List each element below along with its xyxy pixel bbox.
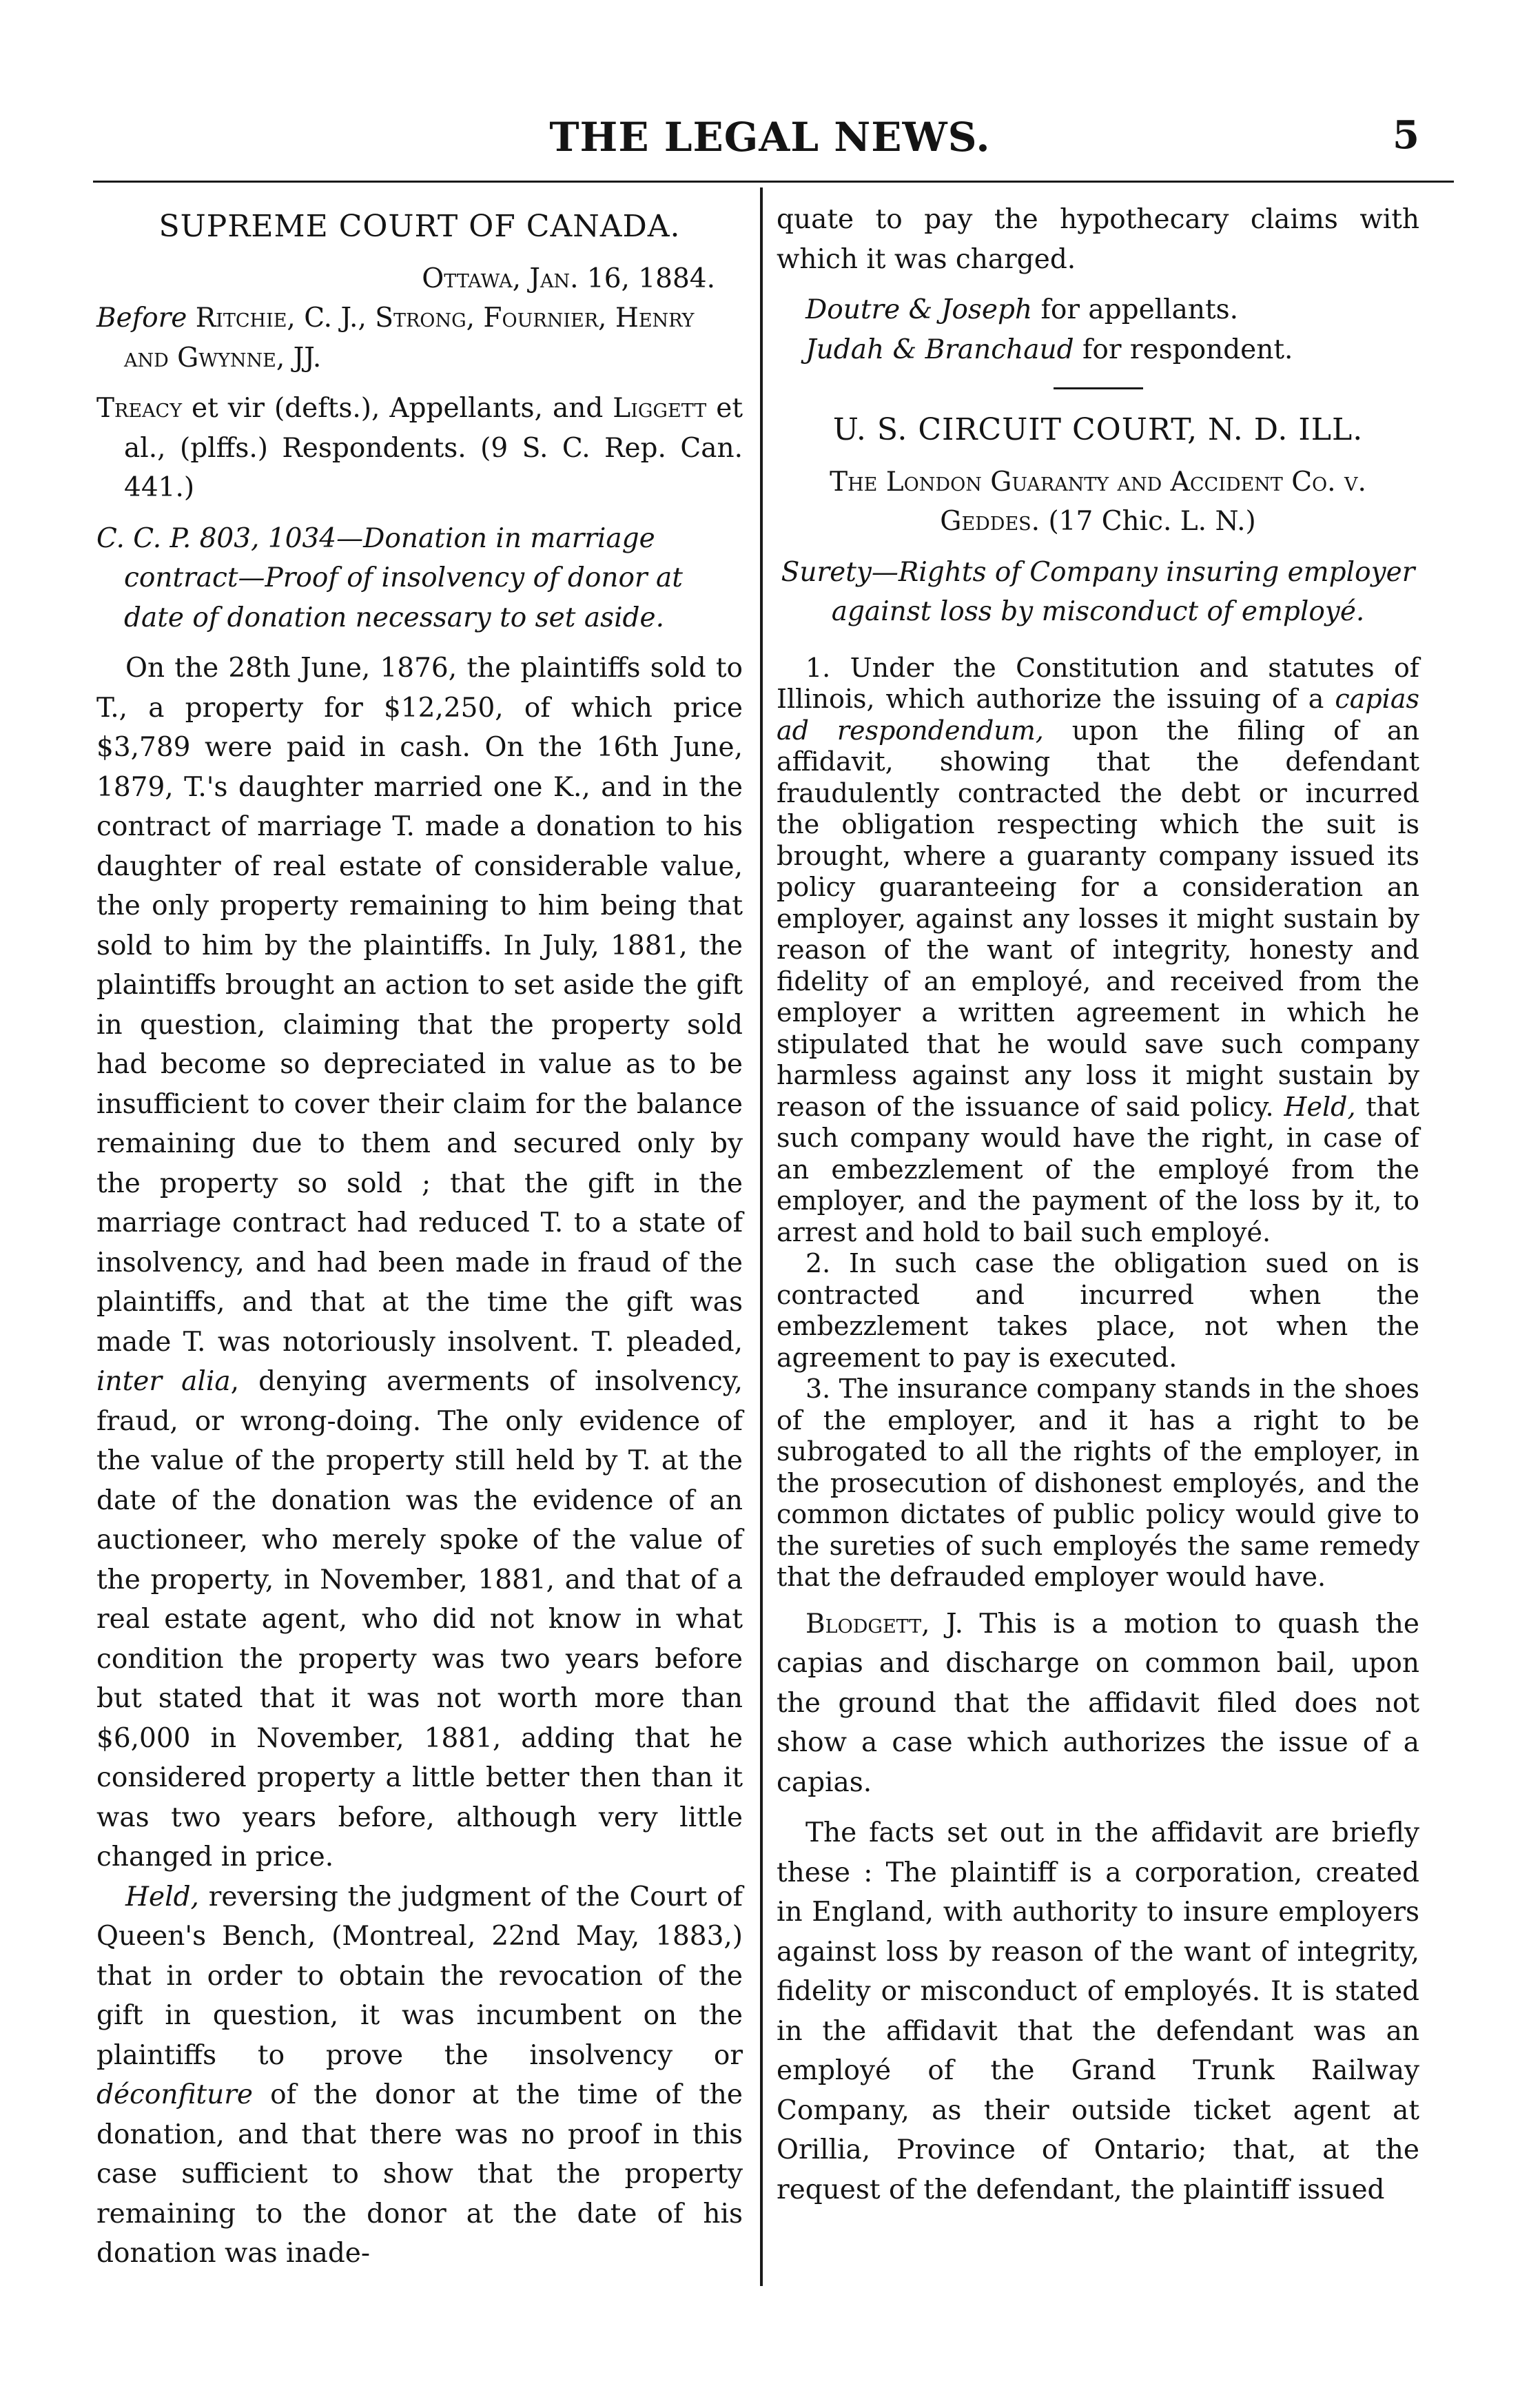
point1-held: Held, xyxy=(1284,1091,1356,1122)
ccp-reference: C. C. P. 803, 1034— xyxy=(96,522,364,554)
counsel-respondent-text: for respondent. xyxy=(1074,334,1293,365)
counsel-respondent xyxy=(777,330,1419,370)
opinion-opening xyxy=(777,1604,1419,1803)
point1-text-a: 1. Under the Constitution and statutes of Illinois, which authorize the issuing of a xyxy=(777,652,1419,714)
counsel-respondent-name: Judah & Branchaud xyxy=(805,334,1074,365)
case-title xyxy=(777,462,1419,542)
held-italic: déconfiture xyxy=(96,2079,254,2110)
ccp-subject: Donation in marriage contract—Proof of insolvency of donor at date of donation necessary to set aside. xyxy=(124,522,683,633)
journal-title: THE LEGAL NEWS. xyxy=(549,114,991,161)
parties-text-2: et al., (plffs.) Respondents. (9 S. C. Rep. Can. 441.) xyxy=(124,393,743,503)
party-appellant: Treacy xyxy=(96,393,183,424)
facts-paragraph xyxy=(96,649,743,1877)
party-respondent: Liggett xyxy=(613,393,707,424)
case-subject: Surety—Rights of Company insuring employer against loss by misconduct of employé. xyxy=(781,556,1415,627)
motion-text: This is a motion to quash the capias and discharge on common bail, upon the ground that the affidavit filed does not show a case which authorizes the issue of a capias. xyxy=(777,1608,1419,1798)
case-citation: (17 Chic. L. N.) xyxy=(1040,506,1256,537)
place-date: Ottawa, Jan. 16, 1884. xyxy=(422,263,715,294)
headnote-subject xyxy=(96,519,743,638)
judges-before: Before xyxy=(96,303,187,334)
court-heading: SUPREME COURT OF CANADA. xyxy=(158,209,681,244)
facts-paragraph-2: The facts set out in the affidavit are briefly these : The plaintiff is a corporation, created in England, with authority to insure employers against loss by reason of the want of integrity, fidelity or misconduct of employés. It is stated in the affidavit that the defendant was an employé of the Grand Trunk Railway Company, as their outside ticket agent at Orillia, Province of Ontario; that, at the request of the defendant, the plaintiff issued xyxy=(777,1817,1419,2205)
continuation-text: quate to pay the hypothecary claims with which it was charged. xyxy=(777,204,1419,275)
counsel-appellants-text: for appellants. xyxy=(1032,294,1239,325)
section-divider xyxy=(1054,387,1143,389)
header-rule xyxy=(93,181,1454,183)
facts-text-2: , denying averments of insolvency, fraud, or wrong-doing. The only evidence of the value of the property still held by T. at the date of the donation was the evidence of an auctioneer, who merely spoke of the value of the property, in November, 1881, and that of a real estate agent, who did not know in what condition the property was two years before but stated that it was not worth more than $6,000 in November, 1881, adding that he considered property a little better then than it was two years before, although very little changed in price. xyxy=(96,1366,743,1873)
held-label: Held, xyxy=(125,1881,199,1912)
page-header xyxy=(0,107,1540,169)
judges-line xyxy=(96,298,743,378)
parties xyxy=(96,389,743,508)
syllabus-point-2: 2. In such case the obligation sued on is contracted and incurred when the embezzlement takes place, not when the agreement to pay is executed. xyxy=(777,1248,1419,1373)
point1-text-c: that such company would have the right, in case of an embezzlement of the employé from the employer, and the payment of the loss by it, to arrest and hold to bail such employé. xyxy=(777,1091,1420,1247)
page-number: 5 xyxy=(1393,112,1419,158)
point1-text-b: upon the filing of an affidavit, showing that the defendant fraudulently contracted the debt or incurred the obligation respecting which the suit is brought, where a guaranty company issued its policy guaranteeing for a consideration an employer, against any losses it might sustain by reason of the want of integrity, honesty and fidelity of an employé, and received from the employer a written agreement in which he stipulated that he would save such company harmless against any loss it might sustain by reason of the issuance of said policy. xyxy=(777,715,1419,1122)
parties-text-1: et vir (defts.), Appellants, and xyxy=(182,393,613,424)
held-text-2: of the donor at the time of the donation, and that there was no proof in this case sufficient to show that the property remaining to the donor at the date of his donation was inade- xyxy=(96,2079,743,2269)
syllabus-point-1 xyxy=(777,653,1419,1249)
left-column xyxy=(96,200,743,2274)
counsel-appellants xyxy=(777,290,1419,330)
right-column xyxy=(777,200,1419,2210)
facts-italic: inter alia xyxy=(96,1366,231,1397)
case-parties: The London Guaranty and Accident Co. v. Geddes. xyxy=(830,466,1366,537)
facts-text-1: On the 28th June, 1876, the plaintiffs sold to T., a property for $12,250, of which price $3,789 were paid in cash. On the 16th June, 1879, T.'s daughter married one K., and in the contract of marriage T. made a donation to his daughter of real estate of considerable value, the only property remaining to him being that sold to him by the plaintiffs. In July, 1881, the plaintiffs brought an action to set aside the gift in question, claiming that the property sold had become so depreciated in value as to be insufficient to cover their claim for the balance remaining due to them and secured only by the property so sold ; that the gift in the marriage contract had reduced T. to a state of insolvency, and had been made in fraud of the plaintiffs, and that at the time the gift was made T. was notoriously insolvent. T. pleaded, xyxy=(96,653,743,1358)
court-heading-2: U. S. CIRCUIT COURT, N. D. ILL. xyxy=(832,412,1364,447)
judge-name: Blodgett, J. xyxy=(805,1608,963,1640)
syllabus xyxy=(777,653,1419,1593)
column-divider xyxy=(760,187,763,2286)
counsel-appellants-name: Doutre & Joseph xyxy=(805,294,1033,325)
held-text-1: reversing the judgment of the Court of Queen's Bench, (Montreal, 22nd May, 1883,) that in order to obtain the revocation of the gift in question, it was incumbent on the plaintiffs to prove the insolvency or xyxy=(96,1881,743,2071)
held-paragraph xyxy=(96,1877,743,2274)
point1-italic: capias ad respondendum, xyxy=(777,684,1419,746)
syllabus-point-3: 3. The insurance company stands in the shoes of the employer, and it has a right to be subrogated to all the rights of the employer, in the prosecution of dishonest employés, and the common dictates of public policy would give to the sureties of such employés the same remedy that the defrauded employer would have. xyxy=(777,1374,1419,1592)
judges-names: Ritchie, C. J., Strong, Fournier, Henry and Gwynne, JJ. xyxy=(124,303,695,374)
